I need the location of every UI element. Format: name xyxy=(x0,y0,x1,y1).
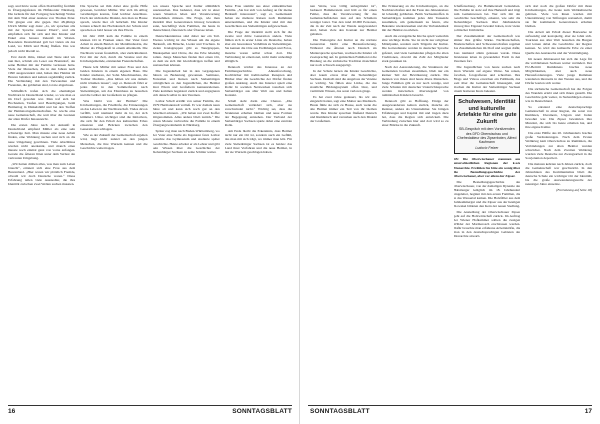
right-page-footer xyxy=(308,405,592,416)
paragraph: Nach der Auswanderung, die Strukturen der Gemeinden brachen zusammen, blieb nur ein kleiner Teil der Bevölkerung zurück. Die meisten von ihnen sind heute ältere Menschen. Junge Familien gibt es nur noch wenige, und viele Schulen mit deutscher Unterrichtssprache werden inzwischen überwiegend von rumänischen Kindern besucht. xyxy=(381,64,449,97)
publication-name: SONNTAGSBLATT xyxy=(232,408,292,415)
paragraph: Dennoch wächst das Interesse an der Familiengeschichte. Ahnenforschung, Kochbücher mit traditionellen Rezepten und Bücher über die Geschichte der Dörfer finden großen Anklang. Auch das Internet spielt eine Rolle: In sozialen Netzwerken tauschen sich Siebenbürger aus aller Welt aus und halten Kontakt. xyxy=(224,64,292,97)
paragraph: Die Sprache sei ihm dabei eine große Hilfe gewesen, berichtet Müller. Wer sich im Alltag verständigen konnte, fand leichter Anschluss. Doch der sächsische Dialekt, den man zu Hause sprach, wurde hier oft belächelt. Die Kinder lernten schnell das Hochdeutsch der Schule und sprachen es bald besser als ihre Eltern. xyxy=(80,4,148,33)
paragraph: Die Frage der Identität stellt sich für die zweite und dritte Generation anders. Viele fühlen sich in erster Linie als Deutsche, haben aber ein besonderes Verhältnis zu Siebenbürgen. Sie kennen die Orte aus Erzählungen und Fotos, manche waren selbst schon dort. Die Verbindung ist emotional, nicht mehr unbedingt alltäglich. xyxy=(224,30,292,63)
publication-name: SONNTAGSBLATT xyxy=(310,408,370,415)
feature-title: Schulwesen, Identität und kulturelle Artefakte für eine gute Zukunft xyxy=(457,98,517,125)
interview-lead: SB: Die Oberwischauer stammen aus unterschiedlichen Regionen der k.u.k Monarchie. Erzählen Sie bitte ein wenig über die Besiedlungsgeschichte der Oberwischauer, aber vor allem der Zipser. xyxy=(453,157,521,178)
paragraph: Die Arbeit am Erhalt dieser Bauwerke ist aufwendig und kostspielig, aber sie lohnt sich. Touristen aus aller Welt besuchen die Burgen und lernen dabei die Geschichte der Region kennen. So wird das kulturelle Erbe zu einer Quelle des Austauschs und der Verständigung. xyxy=(525,30,592,55)
paragraph: nen Werte, was völlig unbegründet ist“, bedauert Hammerstein und hält es für einen Fehler, dass die Verantwortung für das Gemeinschaftsleben nun auf den Schultern weniger lastet. Von den rund 20.000 Personen, die in der Zeit nach der Wende ausgewandert sind, haben viele den Kontakt zur Heimat gehalten. xyxy=(310,4,377,37)
paragraph: Schließlich trafen sich die ehemaligen Nachbarn in Deutschland wieder, so wie man es im Dorf gewohnt war. Man traf sich bei Hochzeiten, Taufen und Beerdigungen, beim Heimattag in Dinkelsbühl und bei den Treffen der Heimatortsgemeinschaften. So wuchs eine neue Gemeinschaft, die weit über die Grenzen der alten Dörfer hinausreicht. xyxy=(8,88,76,122)
paragraph: Der Zusammenhalt der Gemeinschaft war immer ihre größte Stärke. Nachbarschaften, Bruderschaften und Schwesterschaften regelten das Zusammenleben im Dorf und sorgten dafür, dass niemand allein gelassen wurde. Diese Strukturen leben in gewandelter Form in den Vereinen fort. xyxy=(453,34,521,63)
paragraph: Am Ende bleibt die Erkenntnis, dass Heimat nicht nur ein Ort ist, sondern auch ein Gefühl, das man mit sich trägt, wo immer man lebt. Für viele Siebenbürger Sachsen ist es beides: das Land ihrer Vorfahren und die neue Heimat, in der sie Wurzeln geschlagen haben. xyxy=(224,129,292,154)
paragraph: Heute lebt Müller mit seiner Frau und den beiden Kindern in einem eigenen Haus. Die Kinder studieren, der Sohn Maschinenbau, die Tochter Medizin. „Das hätten wir uns damals nicht träumen lassen“, sagt er. Dennoch fährt er jedes Jahr in den Sommerferien nach Siebenbürgen, um das Elternhaus zu besuchen und die Gräber der Großeltern zu pflegen. xyxy=(80,64,148,97)
feature-author: Ludovic Fetzer xyxy=(475,146,499,151)
continuation-note: (Fortsetzung auf Seite 18) xyxy=(556,187,592,192)
paragraph: Die Jugendlichen von heute suchen nach ihren Wurzeln auf eigene Weise. Sie reisen, forschen, fotografieren und schreiben. Ihre Blogs und Videos erreichen ein Publikum, das weit über die Gemeinschaft hinausgeht, und machen die Kultur der Siebenbürger Sachsen einem breiteren Kreis bekannt. xyxy=(453,64,521,93)
page-number: 16 xyxy=(8,408,16,415)
left-columns xyxy=(8,4,292,402)
left-column-3 xyxy=(153,4,220,402)
paragraph: „Wir hatten drüben alles, was man zum Leben braucht“, erinnert sich eine Frau aus dem Burzenland. „Hier waren wir plötzlich Fremde, obwohl wir doch Deutsche waren.“ Diese Erfahrung teilen viele Aussiedler, die ihre Identität zwischen zwei Welten suchen mussten. xyxy=(8,161,76,186)
paragraph: Die ersten Jahre nach der Ankunft in Deutschland empfand Müller als eine sehr schwierige Zeit. Man musste eine neue Arbeit finden, eine Wohnung suchen und sich an die neue Umgebung gewöhnen. Viele Abschlüsse wurden nicht anerkannt, und manch einer musste noch einmal ganz von vorne anfangen. Gerade die Älteren litten unter dem Verlust der vertrauten Umgebung. xyxy=(8,123,76,160)
paragraph: Später zog man nach Baden-Württemberg, wo der Vater eine Stelle als Ingenieur fand. Lothar besuchte das Gymnasium und studierte später Geschichte. Heute arbeitet er als Lehrer und gibt sein Wissen über die Geschichte der Siebenbürger Sachsen an seine Schüler weiter. xyxy=(152,129,220,154)
paragraph: Es hat zwei Jahre gedauert, bis wir uns eingelebt hatten, sagt eine Mutter aus Mediasch. Heute fühle sie sich zu Hause, auch wenn die alte Heimat immer ein Teil von ihr bleiben werde. Ihre Kinder sprechen fließend Deutsch und Rumänisch und verstehen auch den Dialekt der Großeltern. xyxy=(310,94,377,124)
paragraph: Erst durch Oma, Onkel und Tante sind wir nun hier, schrieb ein Leser aus Brenndorf, der seine Heimat mit der Familie verlassen hatte. Viele der Menschen, die in den Jahren nach 1990 ausgewandert sind, haben ihre Heimat im Herzen behalten und kehren regelmäßig zurück. Die Verbindung mit den Verwandten und Freunden, die geblieben sind, ist nie abgerissen. xyxy=(8,54,76,87)
paragraph: Die Weitergabe der Kultur an die nächste Generation bleibt eine Herausforderung. Während die Älteren noch Deutsch als Muttersprache sprechen, wachsen die Kinder oft zweisprachig auf. In gemischten Familien ist die Bindung an die sächsische Tradition manchmal nur noch schwach ausgeprägt. xyxy=(310,38,377,67)
paragraph: Die Ansiedlung der Oberwischauer Zipser geht auf die Holzwirtschaft zurück. Im Auftrag der Wiener Hofkammer sollten die riesigen Wälder der Marmarosch erschlossen werden. Dafür brauchte man erfahrene Arbeitskräfte, die man in den deutschsprachigen Gebieten der Monarchie anwarb. xyxy=(453,210,521,239)
paragraph: In der Schule lernen die Kinder Geschichte, aber kaum etwas über die Siebenbürger Sachsen. Deshalb sind die Angebote der Vereine so wichtig. Sie füllen eine Lücke, die das staatliche Bildungssystem offen lässt, und vermitteln Wissen, das sonst verloren ginge. xyxy=(310,68,377,93)
left-column-4 xyxy=(225,4,292,402)
paragraph: Deutschkenntnisse sind dabei nur ein Teil. Ebenso wichtig ist das Wissen um die eigene Herkunft, um Bräuche, Lieder und Trachten. In vielen Kreisgruppen gibt es Tanzgruppen, Blaskapellen und Chöre, die das Erbe lebendig halten. Junge Menschen finden hier einen Ort, an dem sie sich mit Gleichaltrigen treffen und austauschen können. xyxy=(152,34,220,67)
feature-subtitle: SB-Gespräch mit dem Vorsitzenden des DFD Oberwischau und Chefredakteur des Zipserboten, Alfred Kaufmann xyxy=(457,127,517,145)
paragraph: Seine Frau stammt aus einer einheimischen Familie. „Sie hat sich von Anfang an für meine Herkunft interessiert“, sagt er. Gemeinsam haben sie mehrere Reisen nach Rumänien unternommen, und die Kinder sind mit den Geschichten aus Siebenbürgen aufgewachsen. xyxy=(224,4,292,29)
right-column-4 xyxy=(525,4,592,402)
paragraph: Auch die evangelische Kirche spielt weiterhin eine wichtige Rolle. Sie ist nicht nur religiöser Mittelpunkt, sondern auch Trägerin der Kultur. Die Gottesdienste werden in deutscher Sprache gefeiert, und viele Gemeinden pflegen die alten Traditionen, obwohl die Zahl der Mitglieder stark gesunken ist. xyxy=(381,34,449,63)
right-column-2 xyxy=(382,4,449,402)
paragraph: nen unsere Sprache und Kultur allmählich auszusterben. Das bedeutet, dass wir in einer neuen Situation leben und Verantwortung übernehmen müssen. Die Frage, wie man Identität über Generationen hinweg bewahren kann, beschäftigt viele Familien, die heute in Deutschland, Österreich oder Übersee leben. xyxy=(152,4,220,33)
left-column-2 xyxy=(80,4,147,402)
paragraph: Die sächsische Gemeinschaft hat die Folgen des Wandels erlebt und sich ihnen gestellt. Die Geschichte geht weiter, in Siebenbürgen ebenso wie in Deutschland. xyxy=(525,86,592,104)
paragraph: Dennoch gibt es Hoffnung. Einige der Ausgewanderten kehren zurück, manche als Rentner, andere als Unternehmer. Sie bringen Erfahrungen und Kapital mit und tragen dazu bei, dass die Region sich entwickelt. Die Verbindung zwischen hier und dort wird so zu einer Brücke in die Zukunft. xyxy=(381,99,449,128)
paragraph: Die Besiedlungsgeschichte der Oberwischauer, von der damaligen Dynastie der Habsburger lediglich im 18. Jahrhundert eingeleitet, beginnt mit den ersten Familien, die in das Wassertal kamen. Die Holzfäller aus dem Salzkammergut und die Zipser aus der heutigen Slowakei bildeten den Kern der neuen Siedlung. xyxy=(453,179,521,209)
paragraph: Wie es der Zukunft der Gemeinschaft ergehen wird, liegt nicht zuletzt an den jungen Menschen, die ihre Wurzeln kennen und die Geschichte weitertragen. xyxy=(80,133,148,150)
paragraph: Die erste Hälfte des 20. Jahrhunderts brachte große Veränderungen. Nach dem Ersten Weltkrieg kam Oberwischau zu Rumänien, die Verbindungen zur alten Heimat wurden schwächer. Nach dem Zweiten Weltkrieg wurden viele Deutsche zur Zwangsarbeit in die Sowjetunion deportiert. xyxy=(525,131,592,160)
right-columns xyxy=(310,4,592,402)
paragraph: sich dort noch die großen Dörfer mit ihren Kirchenburgen, die heute zum Weltkulturerbe gehören. Viele von ihnen werden mit Unterstützung von Stiftungen restauriert, damit sie für kommende Generationen erhalten bleiben. xyxy=(525,4,592,29)
paragraph: Die meisten kehrten nach Jahren zurück, doch die Gemeinschaft war geschwächt. In den Jahrzehnten des Kommunismus blieb die deutsche Schule ein wichtiger Ort der Identität, bis die große Auswanderungswelle der neunziger Jahre einsetzte. xyxy=(525,161,592,186)
paragraph: Schaffensdrang. Zu Hammerstadt beizuleben. Die Familie ist stolz auf ihre Herkunft und trägt zum Gemeinwesen bei. Wer sich mit der Geschichte beschäftigt, erkennt, wie sehr die Siebenbürger Sachsen über Jahrhunderte hinweg ihre Eigenart bewahrt haben, trotz vieler politischer Umbrüche. xyxy=(453,4,521,33)
paragraph: Schell sieht darin eine Chance. „Die Gemeinschaft verändert sich, aber sie verschwindet nicht.“ Wichtig sei, dass die Strukturen erhalten bleiben und neue Formen der Begegnung entstehen. Der Verband der Siebenbürger Sachsen spiele dabei eine zentrale Rolle. xyxy=(224,99,292,128)
feature-box xyxy=(454,95,521,154)
paragraph: So entstand eine deutschsprachige Gemeinschaft in einer Region, die sonst von Rumänen, Ukrainern, Ungarn und Juden bewohnt war. Die Zipser bewahrten ihre Mundart, die sich bis heute erhalten hat, und ihre eigene Kultur. xyxy=(525,105,592,130)
paragraph: Lothar Schell erzählt von seiner Familie, die 1979 Hermannstadt verließ. Er war damals neun Jahre alt und kann sich noch gut an den Abschied erinnern. „Wir haben nur zwei Koffer mitgenommen. Alles andere blieb zurück.“ Die ersten Monate verbrachte die Familie in einem Übergangswohnheim in Nürnberg. xyxy=(152,99,220,128)
page-number: 17 xyxy=(584,408,592,415)
right-column-3 xyxy=(454,4,521,402)
paragraph: Im neuen Jahrtausend hat sich die Lage für die verbliebenen Sachsen weiter verändert. Der EU-Beitritt Rumäniens brachte neue Möglichkeiten, aber auch neue Herausforderungen. Viele junge Rumänen wanderten ihrerseits in den Westen aus, und die Dörfer leerten sich weiter. xyxy=(525,56,592,85)
left-page-footer xyxy=(8,405,292,416)
paragraph: sagt, und hörte wenn offen Dolchstiftig freirhmt in Übergangsfesten im Hilfskordar Nürnberg. Die Gründe für den Fortgang bescheinigt Walter mit dem Titel einer Auslese von Thomas Peter. Wir gingen erst alle gegen. Der 48-jährige Ulrich Müller sagt dazu: „Ja, wir sprachen alle mit der Sprache unserer Eltern“, und alle empfahlen sich für sich und ihre Kinder und Enkel eine bessere Zukunft im Westen. Besonders Deutschland galt bei vielen als das Land, wo Milch und Honig fließen. Das war jedoch nicht überall so. xyxy=(8,4,76,53)
paragraph: Im Jahr 1993 kam die Familie in einem kleinen Ort in Franken unter. Der Vater fand Arbeit in einem Betrieb der Metallindustrie, die Mutter als Pflegekraft in einem Altenheim. Die Nachbarn waren freundlich, aber zurückhaltend. Erst mit der Zeit, durch die Vereine und die Kirchengemeinde, entstanden Freundschaften. xyxy=(80,34,148,63)
paragraph: Die Erinnerung an die Kirchenburgen, an die Nachbarschaften und die Feste des Jahreskreises ist lebendig geblieben. Beim Sachsentreffen in Siebenbürgen kommen jedes Jahr Tausende zusammen, um gemeinsam zu feiern, alte Bekannte wiederzusehen und die Verbundenheit mit der Heimat zu erleben. xyxy=(381,4,449,33)
right-page xyxy=(300,0,600,424)
paragraph: Die Jugendarbeit hat in den vergangenen Jahren an Bedeutung gewonnen. Seminare, Freizeiten und Reisen nach Siebenbürgen ermöglichen es den Jugendlichen, die Heimat ihrer Eltern und Großeltern kennenzulernen. Viele kommen begeistert zurück und engagieren sich danach selbst in den Vereinen. xyxy=(152,68,220,97)
right-column-1 xyxy=(310,4,377,402)
left-column-1 xyxy=(8,4,75,402)
paragraph: Was bleibt von der Heimat? Die Kirchenburgen, die Friedhöfe, die Erinnerungen an das Leben in der Nachbarschaft. Vieles davon verfällt, weil niemand mehr da ist, der sich kümmert. Umso wichtiger sind die Initiativen, die sich für den Erhalt des kulturellen Erbes einsetzen und Brücken zwischen den Generationen schlagen. xyxy=(80,99,148,132)
